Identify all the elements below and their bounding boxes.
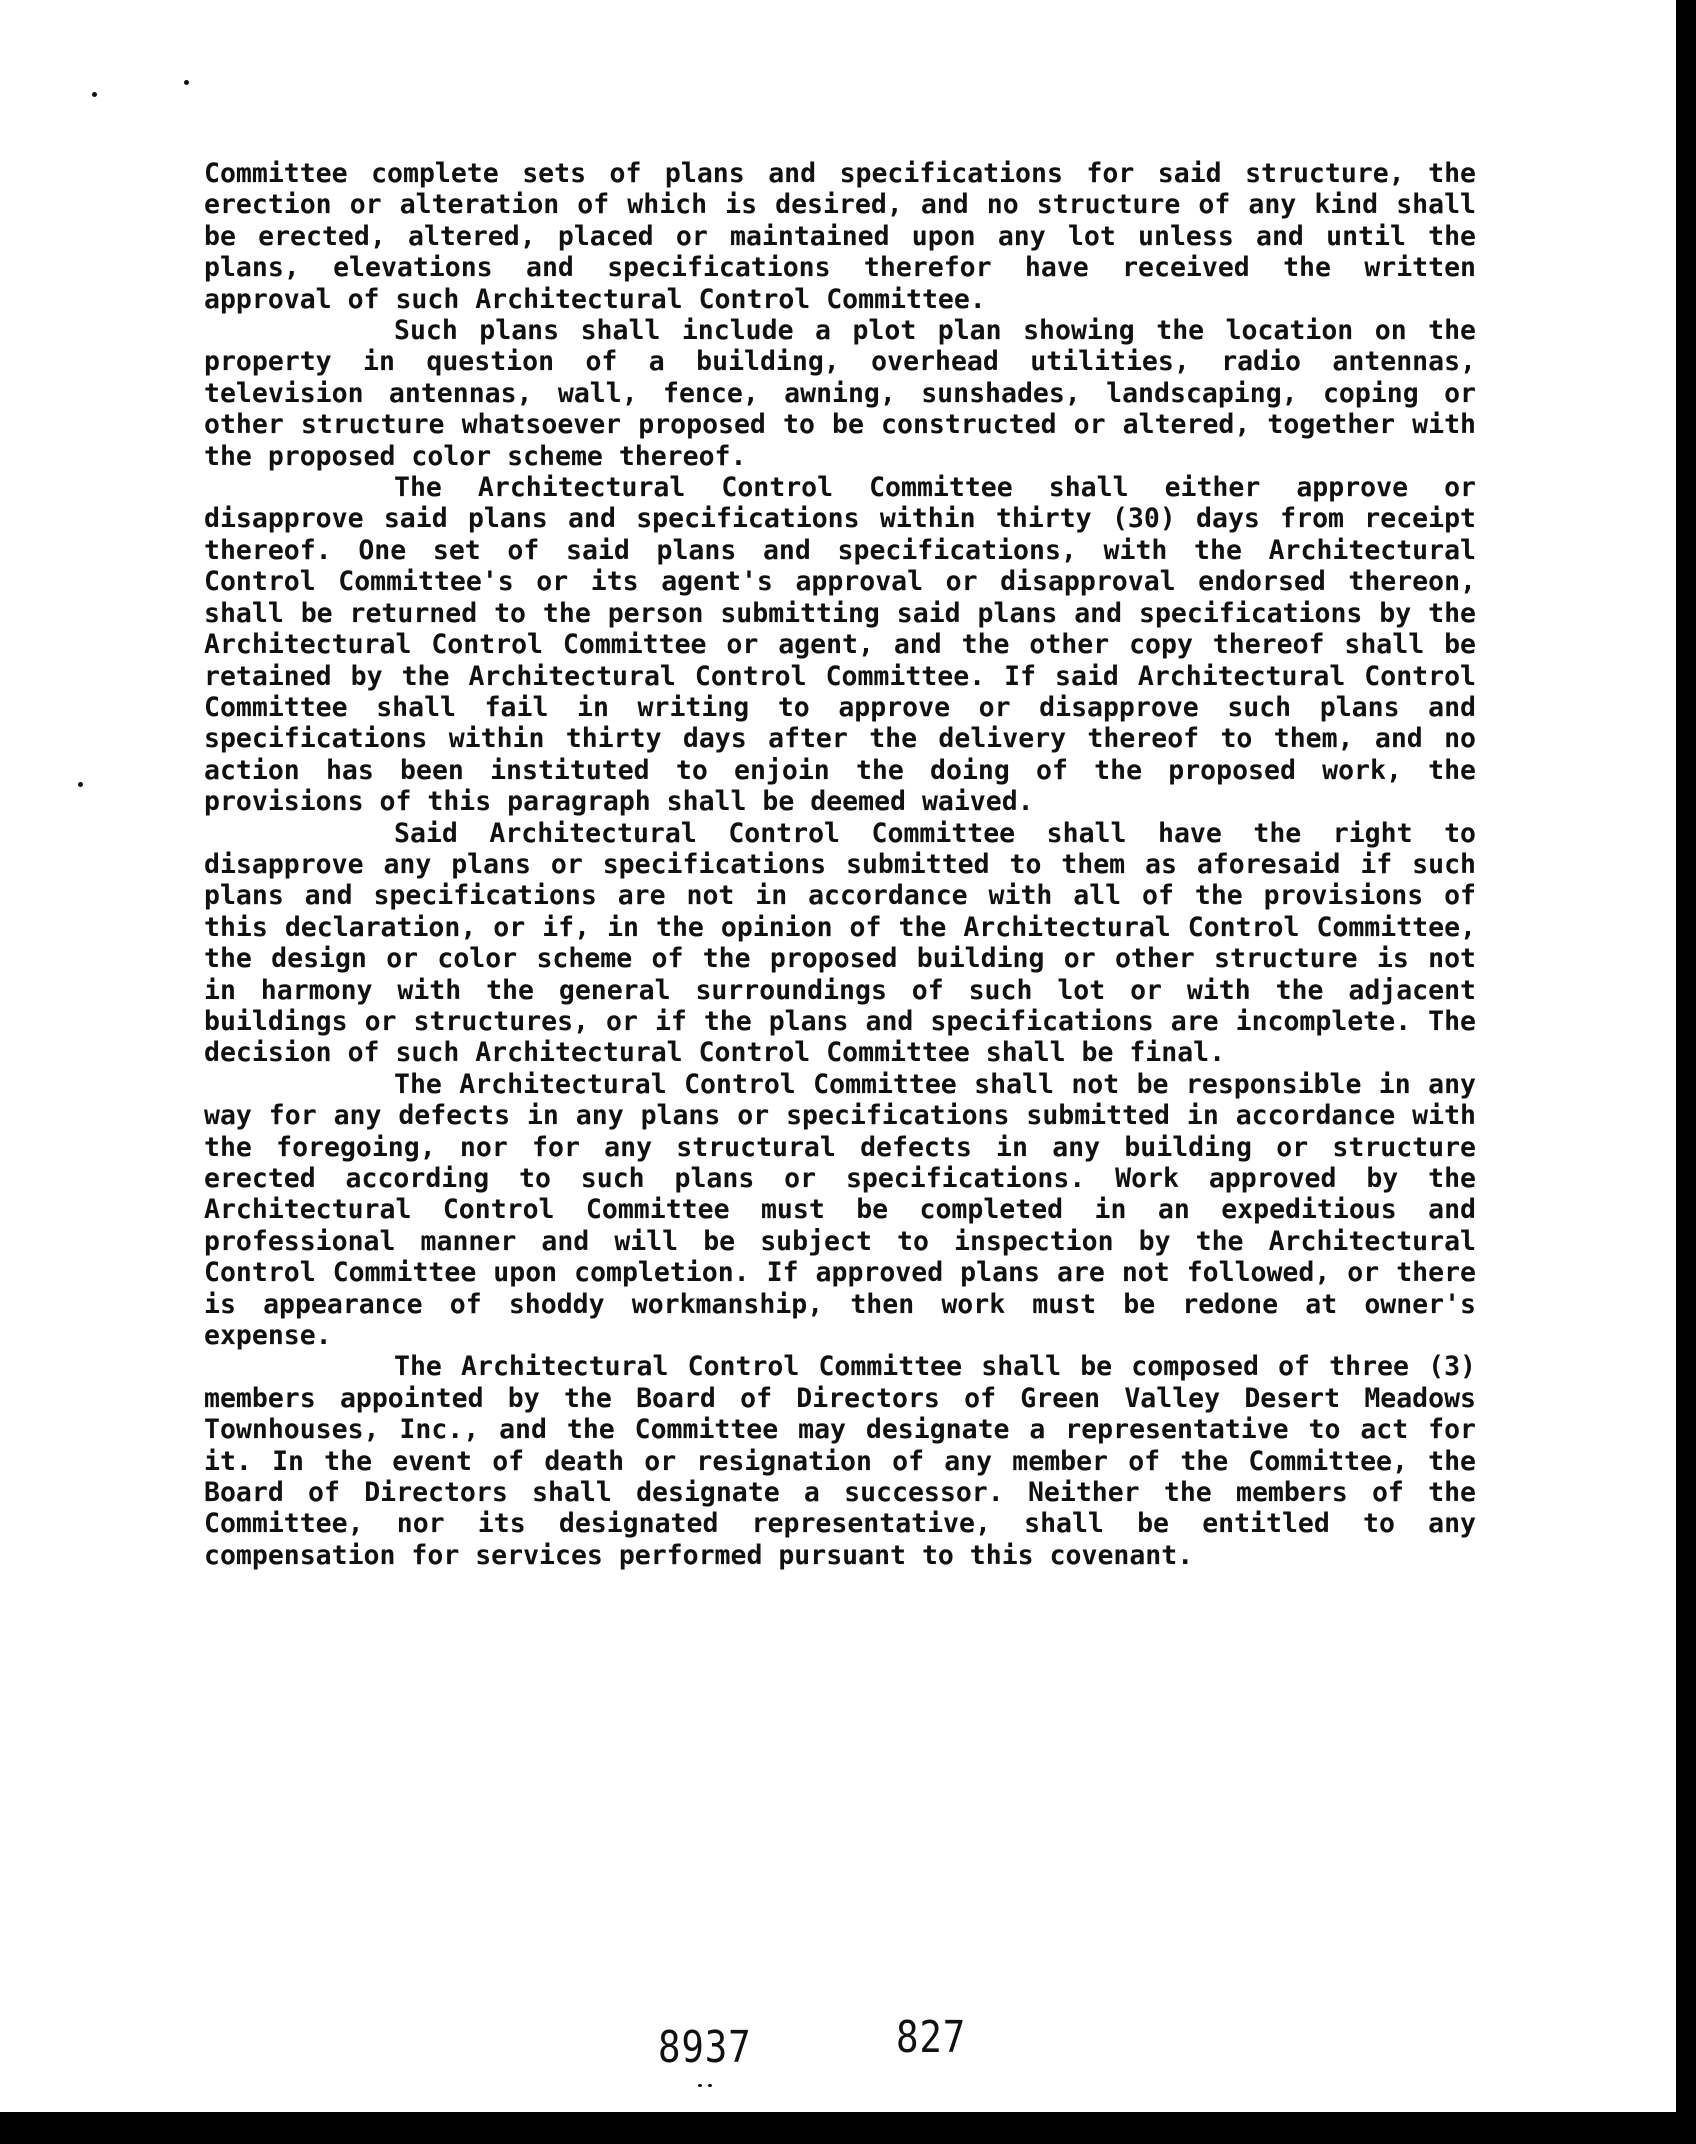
paragraph-3: The Architectural Control Committee shall either approve or disapprove said plans and specifications within thirty (30) days from receipt thereof. One set of said plans and specifications, with the Architectural Control Committee's or its agent's approval or disapproval endorsed thereon, shall be returned to the person submitting said plans and specifications by the Architectural Control Committee or agent, and the other copy thereof shall be retained by the Architectural Control Committee. If said Architectural Control Committee shall fail in writing to approve or disapprove such plans and specifications within thirty days after the delivery thereof to them, and no action has been instituted to enjoin the doing of the proposed work, the provisions of this paragraph shall be deemed waived. — [204, 472, 1476, 818]
paragraph-4: Said Architectural Control Committee shall have the right to disapprove any plans or specifications submitted to them as aforesaid if such plans and specifications are not in accordance with all of the provisions of this declaration, or if, in the opinion of the Architectural Control Committee, the design or color scheme of the proposed building or other structure is not in harmony with the general surroundings of such lot or with the adjacent buildings or structures, or if the plans and specifications are incomplete. The decision of such Architectural Control Committee shall be final. — [204, 817, 1476, 1069]
scan-speck — [708, 2084, 712, 2087]
paragraph-1: Committee complete sets of plans and specifications for said structure, the erection or alteration of which is desired, and no structure of any kind shall be erected, altered, placed or maintained upon any lot unless and until the plans, elevations and specifications therefor have received the written approval of such Architectural Control Committee. — [204, 158, 1476, 315]
paragraph-5: The Architectural Control Committee shall not be responsible in any way for any defects in any plans or specifications submitted in accordance with the foregoing, nor for any structural defects in any building or structure erected according to such plans or specifications. Work approved by the Architectural Control Committee must be completed in an expeditious and professional manner and will be subject to inspection by the Architectural Control Committee upon completion. If approved plans are not followed, or there is appearance of shoddy workmanship, then work must be redone at owner's expense. — [204, 1068, 1476, 1352]
paragraph-2: Such plans shall include a plot plan showing the location on the property in question of a building, overhead utilities, radio antennas, television antennas, wall, fence, awning, sunshades, landscaping, coping or other structure whatsoever proposed to be constructed or altered, together with the proposed color scheme thereof. — [204, 315, 1476, 472]
scan-speck — [184, 80, 189, 85]
scan-speck — [78, 782, 83, 787]
paragraph-6: The Architectural Control Committee shall be composed of three (3) members appointed by the Board of Directors of Green Valley Desert Meadows Townhouses, Inc., and the Committee may designate a representative to act for it. In the event of death or resignation of any member of the Committee, the Board of Directors shall designate a successor. Neither the members of the Committee, nor its designated representative, shall be entitled to any compensation for services performed pursuant to this covenant. — [204, 1351, 1476, 1571]
scan-speck — [698, 2084, 702, 2087]
book-number: 8937 — [658, 2022, 752, 2073]
document-body — [204, 158, 1476, 1571]
page-number: 827 — [896, 2012, 967, 2063]
scan-speck — [92, 92, 97, 97]
